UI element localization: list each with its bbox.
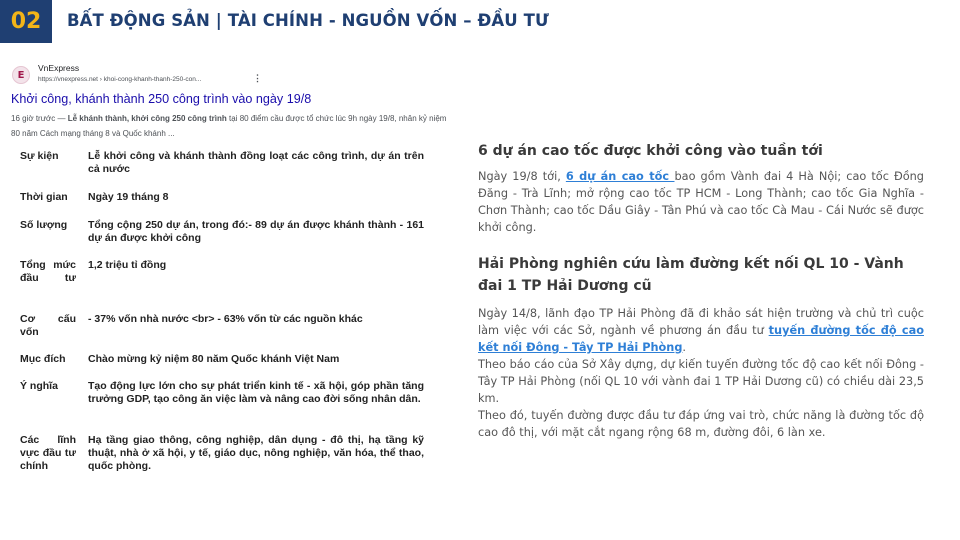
snippet-date: 16 giờ trước — — [11, 114, 68, 123]
article2-link[interactable]: tuyến đường tốc độ cao kết nối Đông - Tây TP Hải Phòng — [478, 324, 924, 354]
row-label: Thời gian — [20, 191, 68, 203]
row-label: Số lượng — [20, 219, 68, 231]
article1-body — [478, 168, 924, 236]
row-value: Ngày 19 tháng 8 — [88, 191, 169, 203]
section-number: 02 — [0, 0, 52, 43]
slide-header — [0, 0, 960, 44]
row-value: Lễ khởi công và khánh thành đồng loạt các công trình, dự án trên cả nước — [88, 150, 424, 175]
row-value: - 37% vốn nhà nước <br> - 63% vốn từ các nguồn khác — [88, 313, 363, 325]
snippet-text: tại 80 điểm cầu được tổ chức lúc 9h ngày 19/8, nhân kỷ niệm 80 năm Cách mạng tháng 8 và Quốc khánh ... — [11, 114, 447, 138]
site-url[interactable]: https://vnexpress.net › khoi-cong-khanh-thanh-250-con... — [38, 76, 202, 83]
row-value: 1,2 triệu tỉ đồng — [88, 259, 167, 271]
news-column — [478, 140, 924, 441]
article1-text: bao gồm Vành đai 4 Hà Nội; cao tốc Đồng Đăng - Trà Lĩnh; mở rộng cao tốc TP HCM - Long Thành; cao tốc Gia Nghĩa - Chơn Thành; cao tốc Dầu Giây - Tân Phú và cao tốc Cà Mau - Cái Nước sẽ được khởi công. — [478, 170, 924, 234]
article2-text: . — [682, 341, 687, 354]
article2-text: Ngày 14/8, lãnh đạo TP Hải Phòng đã đi khảo sát hiện trường và chủ trì cuộc làm việc với các Sở, ngành về phương án đầu tư — [478, 307, 924, 337]
article2-heading: Hải Phòng nghiên cứu làm đường kết nối QL 10 - Vành đai 1 TP Hải Dương cũ — [478, 256, 904, 294]
row-label: Cơ cấu vốn — [20, 313, 76, 338]
site-name[interactable]: VnExpress — [38, 63, 80, 73]
result-snippet — [11, 111, 451, 141]
row-label: Ý nghĩa — [20, 380, 58, 392]
article1-heading: 6 dự án cao tốc được khởi công vào tuần tới — [478, 143, 823, 159]
result-title-link[interactable]: Khởi công, khánh thành 250 công trình vào ngày 19/8 — [11, 92, 312, 106]
row-label: Tổng mức đầu tư — [20, 259, 76, 284]
row-label: Mục đích — [20, 353, 66, 365]
row-value: Hạ tầng giao thông, công nghiệp, dân dụng - đô thị, hạ tầng kỹ thuật, nhà ở xã hội, y tế, giáo dục, nông nghiệp, văn hóa, thể thao, quốc phòng. — [88, 434, 424, 472]
row-label: Các lĩnh vực đầu tư chính — [20, 434, 76, 472]
row-value: Tổng cộng 250 dự án, trong đó:- 89 dự án được khánh thành - 161 dự án được khởi công — [88, 219, 424, 244]
article2-body — [478, 305, 924, 356]
slide-title: BẤT ĐỘNG SẢN | TÀI CHÍNH - NGUỒN VỐN – ĐẦU TƯ — [67, 11, 549, 30]
article2-paragraph: Theo đó, tuyến đường được đầu tư đáp ứng vai trò, chức năng là đường tốc độ cao đô thị, với mặt cắt ngang rộng 68 m, đường đôi, 6 làn xe. — [478, 409, 924, 439]
article1-text: Ngày 19/8 tới, — [478, 170, 566, 183]
more-vertical-icon[interactable]: ⋮ — [253, 73, 262, 83]
row-value: Tạo động lực lớn cho sự phát triển kinh tế - xã hội, góp phần tăng trưởng GDP, tạo công ăn việc làm và nâng cao đời sống nhân dân. — [88, 380, 424, 405]
row-value: Chào mừng kỷ niệm 80 năm Quốc khánh Việt Nam — [88, 353, 340, 365]
article2-paragraph: Theo báo cáo của Sở Xây dựng, dự kiến tuyến đường tốc độ cao kết nối Đông - Tây TP Hải Phòng (nối QL 10 với vành đai 1 TP Hải Dương cũ) có chiều dài 23,5 km. — [478, 358, 924, 405]
row-label: Sự kiện — [20, 150, 59, 162]
article1-link[interactable]: 6 dự án cao tốc — [565, 170, 675, 183]
vnexpress-logo-icon[interactable]: E — [12, 66, 30, 84]
snippet-highlight: Lễ khánh thành, khởi công 250 công trình — [67, 114, 227, 123]
